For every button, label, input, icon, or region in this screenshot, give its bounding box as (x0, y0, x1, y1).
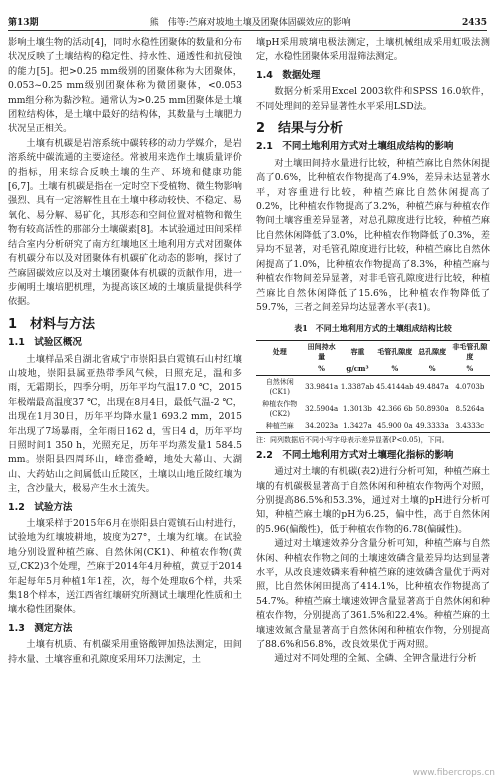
table-row (256, 420, 490, 433)
table-cell: 45.4144ab (376, 382, 414, 391)
table-cell: 34.2023a (305, 421, 339, 430)
table-cell: 种植农作物(CK2) (262, 399, 298, 418)
table-header-cell: 非毛管孔隙度 (452, 341, 488, 361)
subsection-heading: 2.1 不同土地利用方式对土壤组成结构的影响 (256, 141, 454, 153)
subsection-heading: 1.2 试验方法 (8, 501, 73, 513)
table-row (256, 398, 490, 420)
table-cell: 3.4333c (455, 421, 485, 430)
section-heading-methods: 1 材料与方法 (8, 316, 96, 332)
paragraph: 通过对土壤的有机碳(表2)进行分析可知，种植苎麻土壤的有机碳极显著高于自然休闲和种植农作物两个对照，分别提高86.5%和53.3%，通过对土壤的pH进行分析可知，种植苎麻土壤的pH为6.25，偏中性，高于自然休闲的5.96(偏酸性)，低于种植农作物的6.78(偏碱性)。 (256, 466, 490, 535)
paragraph: 影响土壤生物的活动[4]，同时水稳性团聚体的数量和分布状况反映了土壤结构的稳定性、持水性、通透性和抗侵蚀的能力[5]。把>0.25 mm级别的团聚体称为大团聚体，0.053~0.25 mm级别团聚体称为微团聚体，<0.053 mm组分称为黏沙粒。通常认为>0.25 mm团聚体是土壤团粒结构体，是土壤中最好的结构体，其数量与土壤肥力状况呈正相关。 (8, 37, 242, 135)
table-cell: 32.5904a (305, 404, 339, 413)
paragraph: 通过对不同处理的全氮、全磷、全钾含量进行分析 (274, 653, 477, 665)
table-header-cell: 总孔隙度 (418, 346, 447, 356)
table-unit-cell: % (391, 363, 399, 373)
section-heading-results: 2 结果与分析 (256, 121, 344, 137)
table-caption: 表1 不同土地利用方式的土壤组成结构比较 (294, 323, 452, 334)
table-unit-cell: % (466, 363, 474, 373)
subsection-heading: 1.3 测定方法 (8, 622, 73, 634)
table-units-row (256, 363, 490, 376)
paragraph: 通过对土壤速效养分含量分析可知，种植苎麻与自然休闲、种植农作物之间的土壤速效磷含量差异均达到显著水平，从改良速效磷来看种植苎麻的速效磷含量优于两对照，比自然休闲田提高了414.1%，比种植农作物提高了54.7%。种植苎麻土壤速效钾含量显著高于自然休闲和种植农作物，分别提高了361.5%和22.4%。种植苎麻的土壤速效氮含量显著高于自然休闲和种植农作物，分别提高了88.6%和56.8%，改良效果优于两对照。 (256, 538, 490, 650)
issue-number: 第13期 (8, 18, 39, 28)
table-cell: 42.366 6b (376, 404, 413, 413)
table-cell: 33.9841a (305, 382, 339, 391)
subsection-heading: 1.4 数据处理 (256, 69, 321, 81)
paragraph: 土壤有机碳是岩溶系统中碳转移的动力学媒介，是岩溶系统中碳流通的主要途径。常被用来选作土壤质量评价的指标，用来综合反映土壤的生产、环境和健康功能[6,7]。土壤有机碳是指在一定时空下受植物、微生物影响强烈、具有一定溶解性且在土壤中移动较快、不稳定、易氧化、易分解、易矿化，其形态和空间位置对植物和微生物有较高活性的那部分土壤碳素[8]。本试验通过田间采样结合室内分析研究了南方红壤地区土地利用方式对团聚体有机碳分布以及对团聚体有机碳矿化动态的影响，探讨了苎麻固碳效应以及对土壤团聚体有机碳的贡献作用，进一步阐明土壤培肥机理，为提高该区域的土壤质量提供科学依据。 (8, 137, 242, 308)
running-title: 熊 伟等:苎麻对坡地土壤及团聚体固碳效应的影响 (149, 18, 351, 28)
table-cell: 自然休闲(CK1) (265, 377, 294, 396)
running-header (8, 10, 487, 31)
paragraph: 土壤样品采自湖北省咸宁市崇阳县白霓镇石山村红壤山坡地，崇阳县属亚热带季风气候，日照充足，温和多雨，无霜期长，四季分明，历年平均气温17.0 ℃，2015年极端最高温度37 ℃，出现在8月4日，最低气温-2 ℃，出现在1月30日，历年平均降水量1 693.2 mm，2015年出现了7场暴雨，全年雨日162 d，雪日4 d，历年平均日照时间1 350 h，光照充足，历年平均蒸发量1 584.5 mm。崇阳县四周环山，峰峦叠嶂，地处大幕山、大湖山、大药姑山之间属低山丘陵区，土壤以山地丘陵红壤为主，含沙量大，极易产生水土流失。 (8, 353, 242, 495)
table-cell: 1.3427a (343, 421, 372, 430)
table-header-cell: 毛管孔隙度 (377, 346, 413, 356)
table-header-cell: 容重 (350, 346, 365, 356)
paragraph: 壤pH采用玻璃电极法测定，土壤机械组成采用虹吸法测定，水稳性团聚体采用湿筛法测定。 (256, 37, 490, 63)
subsection-heading: 1.1 试验区概况 (8, 337, 82, 349)
table-cell: 4.0703b (455, 382, 485, 391)
table-header-cell: 田间持水量 (307, 341, 336, 361)
table-cell: 种植苎麻 (265, 421, 294, 430)
table-unit-cell: g/cm³ (346, 363, 369, 373)
paragraph: 土壤采样于2015年6月在崇阳县白霓镇石山村进行，试验地为红壤坡耕地，坡度为27°，土壤为红壤。在试验地分别设置种植苎麻、自然休闲(CK1)、种植农作物(黄豆,CK2)3个处理，苎麻于2014年4月种植，黄豆于2014年起每年5月种植1年1茬，次，每个处理取6个样，共采集18个样本，送江西省红壤研究所测试土壤理化性质和土壤水稳性团聚体。 (8, 518, 242, 616)
table-header-row (256, 340, 490, 363)
paragraph: 对土壤田间持水量进行比较，种植苎麻比自然休闲提高了0.6%，比种植农作物提高了4.9%，差异未达显著水平，对容重进行比较，种植苎麻比自然休闲提高了0.2%，比种植农作物提高了3.2%，种植苎麻与种植农作物间土壤容重差异显著，对总孔隙度进行比较，种植苎麻比自然休闲降低了3.0%，比种植农作物降低了0.3%，差异均不显著，对毛管孔隙度进行比较，种植苎麻比自然休闲提高了1.0%，比种植农作物提高了8.3%，种植苎麻与种植农作物间差异显著，对非毛管孔隙度进行比较，种植苎麻比自然休闲降低了15.6%，比种植农作物降低了59.7%，三者之间差异均达显著水平(表1)。 (256, 157, 490, 313)
table-unit-cell (256, 363, 303, 376)
table-note: 注：同列数据后不同小写字母表示差异显著(P<0.05)，下同。 (256, 435, 449, 444)
subsection-heading: 2.2 不同土地利用方式对土壤理化指标的影响 (256, 449, 454, 461)
table-cell: 1.3013b (342, 404, 372, 413)
table-cell: 49.4847a (415, 382, 449, 391)
data-table (256, 340, 490, 433)
paragraph: 数据分析采用Excel 2003软件和SPSS 16.0软件，不同处理间的差异显著性水平采用LSD法。 (256, 86, 490, 112)
table-unit-cell: % (318, 363, 325, 373)
table-cell: 1.3387ab (340, 382, 375, 391)
table-header-cell: 处理 (272, 346, 287, 356)
table-cell: 8.5264a (455, 404, 485, 413)
watermark: www.fibercrops.cn (412, 768, 495, 778)
page-number: 2435 (461, 18, 487, 28)
right-column (256, 36, 490, 667)
table-cell: 49.3333a (415, 421, 449, 430)
table-cell: 50.8930a (415, 404, 449, 413)
paragraph: 土壤有机质、有机碳采用重铬酸钾加热法测定，田间持水量、土壤容重和孔隙度采用环刀法测定，土 (8, 639, 242, 665)
table-row (256, 375, 490, 398)
table-cell: 45.900 0a (377, 421, 413, 430)
table-unit-cell: % (428, 363, 436, 373)
left-column (8, 36, 242, 667)
